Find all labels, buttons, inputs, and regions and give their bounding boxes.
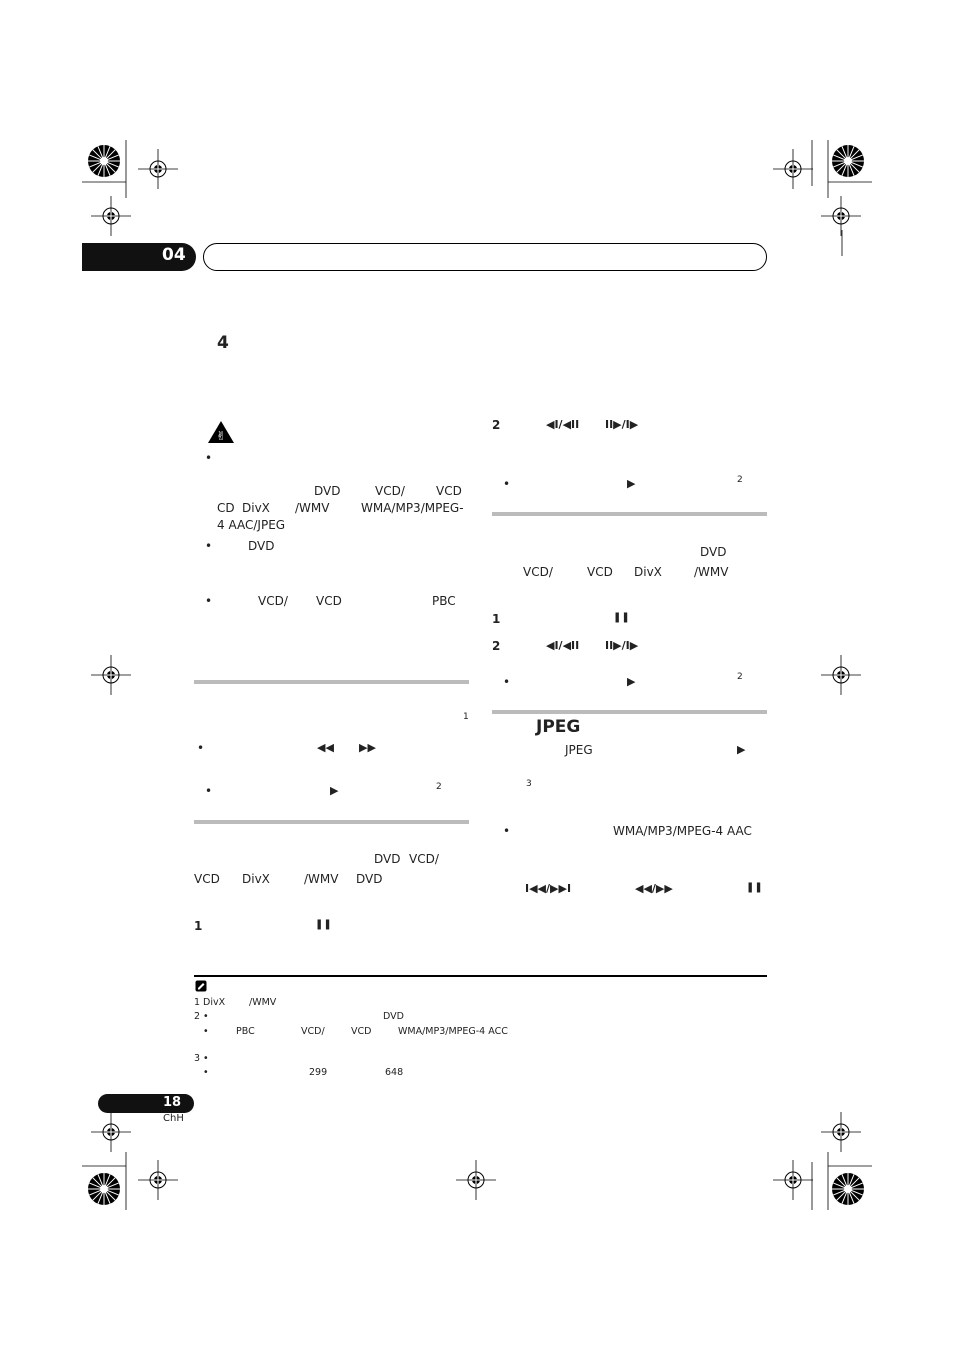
page-language: ChH	[163, 1113, 184, 1124]
footnote-rule	[194, 975, 767, 977]
section-divider-scan	[194, 680, 469, 684]
chapter-number: 04	[162, 245, 186, 265]
chapter-title-bar	[203, 243, 767, 271]
jpeg-heading: JPEG	[536, 717, 581, 737]
section-divider-jpeg	[492, 710, 767, 714]
section-divider-frame	[492, 512, 767, 516]
note-icon	[195, 980, 207, 992]
section-number: 4	[217, 333, 229, 353]
section-divider-slow	[194, 820, 469, 824]
caution-icon	[207, 420, 235, 444]
svg-text:✌: ✌	[215, 429, 227, 443]
page-number: 18	[163, 1095, 182, 1110]
